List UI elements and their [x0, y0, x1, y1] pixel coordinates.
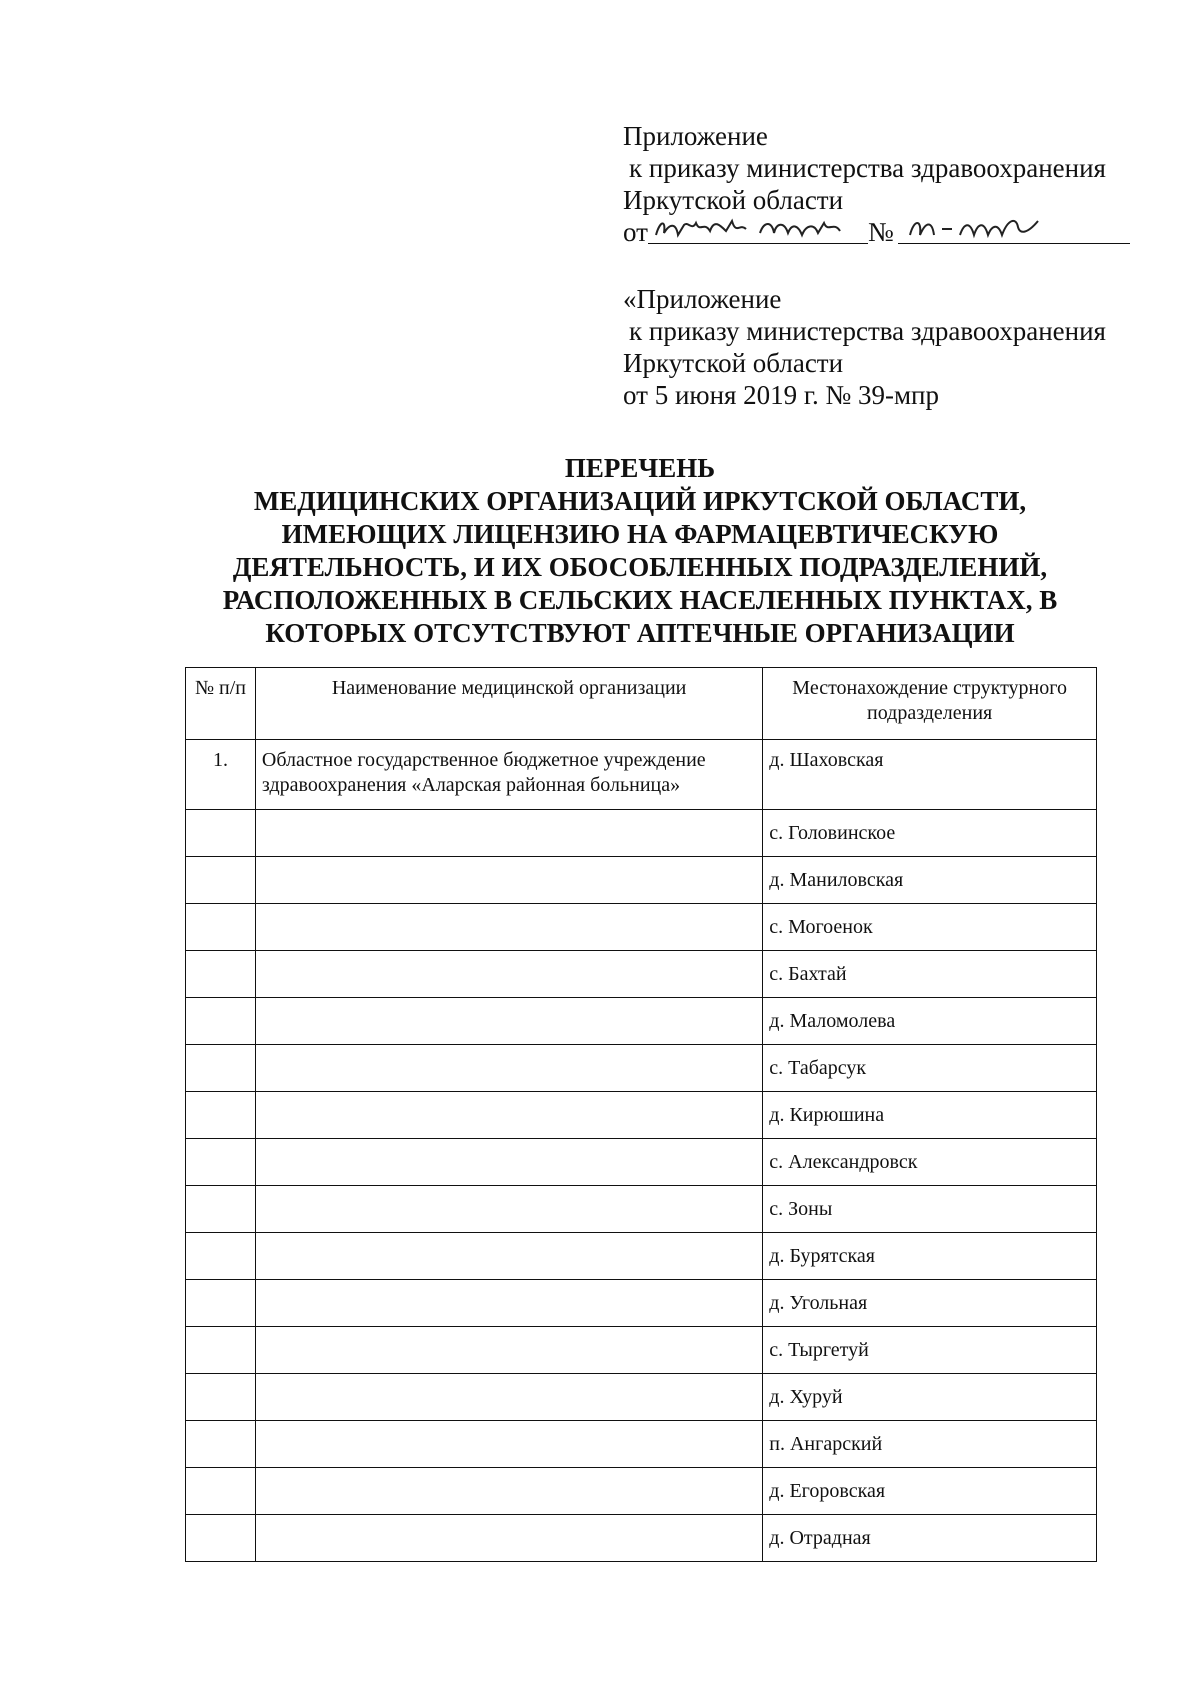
from-label: от	[623, 217, 648, 247]
organization-name-cell	[255, 998, 762, 1045]
appendix-label: «Приложение	[623, 284, 782, 314]
title-line-3: ИМЕЮЩИХ ЛИЦЕНЗИЮ НА ФАРМАЦЕВТИЧЕСКУЮ	[281, 519, 999, 549]
table-row	[186, 904, 1097, 951]
table-row	[186, 1421, 1097, 1468]
organization-name-cell	[255, 1374, 762, 1421]
location-cell: с. Зоны	[763, 1186, 1097, 1233]
location-cell: с. Табарсук	[763, 1045, 1097, 1092]
organization-name-cell: Областное государственное бюджетное учреждение здравоохранения «Аларская районная больница»	[255, 740, 762, 810]
organization-name-cell	[255, 904, 762, 951]
location-cell: д. Хуруй	[763, 1374, 1097, 1421]
appendix-label: Приложение	[623, 121, 768, 151]
location-cell: п. Ангарский	[763, 1421, 1097, 1468]
table-row	[186, 998, 1097, 1045]
row-number-cell	[186, 1186, 256, 1233]
title-line-4: ДЕЯТЕЛЬНОСТЬ, И ИХ ОБОСОБЛЕННЫХ ПОДРАЗДЕЛЕНИЙ,	[232, 552, 1048, 582]
row-number-cell	[186, 810, 256, 857]
organization-name-cell	[255, 857, 762, 904]
location-cell: д. Маломолева	[763, 998, 1097, 1045]
table-row	[186, 1045, 1097, 1092]
appendix-order-ref: к приказу министерства здравоохранения	[629, 316, 1106, 346]
handwritten-date-signature	[648, 213, 868, 243]
appendix-header-new	[623, 120, 1143, 248]
table-row	[186, 857, 1097, 904]
organization-name-cell	[255, 1186, 762, 1233]
appendix-region: Иркутской области	[623, 348, 844, 378]
organization-name-cell	[255, 1045, 762, 1092]
row-number-cell	[186, 1045, 256, 1092]
table-row	[186, 1233, 1097, 1280]
table-row	[186, 810, 1097, 857]
title-line-2: МЕДИЦИНСКИХ ОРГАНИЗАЦИЙ ИРКУТСКОЙ ОБЛАСТИ,	[253, 486, 1027, 516]
appendix-order-ref: к приказу министерства здравоохранения	[629, 153, 1106, 183]
table-row	[186, 1374, 1097, 1421]
location-cell: д. Егоровская	[763, 1468, 1097, 1515]
organization-name-cell	[255, 1421, 762, 1468]
table-row	[186, 1139, 1097, 1186]
table-row	[186, 1092, 1097, 1139]
location-cell: д. Отрадная	[763, 1515, 1097, 1562]
row-number-cell: 1.	[186, 740, 256, 810]
header-num: № п/п	[186, 668, 256, 740]
header-loc: Местонахождение структурного подразделения	[763, 668, 1097, 740]
title-line-5: РАСПОЛОЖЕННЫХ В СЕЛЬСКИХ НАСЕЛЕННЫХ ПУНКТАХ, В	[222, 585, 1058, 615]
handwritten-date-field	[648, 219, 868, 244]
table-row	[186, 1515, 1097, 1562]
organization-name-cell	[255, 1233, 762, 1280]
table-row	[186, 1327, 1097, 1374]
title-line-6: КОТОРЫХ ОТСУТСТВУЮТ АПТЕЧНЫЕ ОРГАНИЗАЦИИ	[265, 618, 1015, 648]
row-number-cell	[186, 998, 256, 1045]
row-number-cell	[186, 1374, 256, 1421]
document-title	[170, 452, 1110, 650]
row-number-cell	[186, 1233, 256, 1280]
organization-name-cell	[255, 1139, 762, 1186]
location-cell: с. Тыргетуй	[763, 1327, 1097, 1374]
organization-name-cell	[255, 951, 762, 998]
organization-name-cell	[255, 1327, 762, 1374]
location-cell: с. Головинское	[763, 810, 1097, 857]
handwritten-number-signature	[898, 213, 1130, 243]
table-row	[186, 740, 1097, 810]
row-number-cell	[186, 857, 256, 904]
organization-name-cell	[255, 1515, 762, 1562]
table-row	[186, 951, 1097, 998]
location-cell: д. Маниловская	[763, 857, 1097, 904]
organization-name-cell	[255, 810, 762, 857]
organizations-table	[185, 667, 1097, 1562]
row-number-cell	[186, 1468, 256, 1515]
organization-name-cell	[255, 1280, 762, 1327]
location-cell: д. Шаховская	[763, 740, 1097, 810]
table-header-row	[186, 668, 1097, 740]
row-number-cell	[186, 951, 256, 998]
location-cell: с. Александровск	[763, 1139, 1097, 1186]
location-cell: с. Бахтай	[763, 951, 1097, 998]
table-row	[186, 1186, 1097, 1233]
table-row	[186, 1280, 1097, 1327]
appendix-header-old	[623, 283, 1143, 411]
header-org: Наименование медицинской организации	[255, 668, 762, 740]
row-number-cell	[186, 1421, 256, 1468]
row-number-cell	[186, 1280, 256, 1327]
appendix-order-date: от 5 июня 2019 г. № 39-мпр	[623, 380, 939, 410]
organization-name-cell	[255, 1468, 762, 1515]
location-cell: д. Бурятская	[763, 1233, 1097, 1280]
appendix-region: Иркутской области	[623, 185, 844, 215]
order-date-number-line	[623, 216, 1143, 248]
row-number-cell	[186, 1327, 256, 1374]
table-row	[186, 1468, 1097, 1515]
row-number-cell	[186, 1515, 256, 1562]
location-cell: д. Угольная	[763, 1280, 1097, 1327]
row-number-cell	[186, 1092, 256, 1139]
row-number-cell	[186, 904, 256, 951]
location-cell: с. Могоенок	[763, 904, 1097, 951]
location-cell: д. Кирюшина	[763, 1092, 1097, 1139]
handwritten-number-field	[898, 219, 1130, 244]
row-number-cell	[186, 1139, 256, 1186]
title-line-1: ПЕРЕЧЕНЬ	[564, 453, 716, 483]
number-label: №	[867, 217, 894, 247]
organization-name-cell	[255, 1092, 762, 1139]
